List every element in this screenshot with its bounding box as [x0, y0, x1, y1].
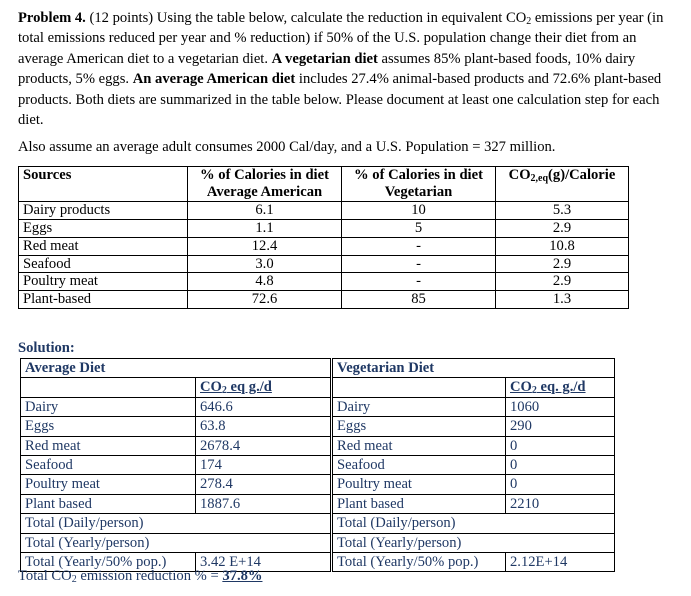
table-row: Total (Yearly/person): [21, 533, 331, 552]
average-diet-table: [20, 358, 331, 572]
table-row: Total (Yearly/50% pop.) 3.42 E+14: [21, 553, 331, 572]
avg-title: Average Diet: [21, 359, 331, 378]
table-row: Red meat 0: [333, 436, 615, 455]
table-row: Eggs 63.8: [21, 417, 331, 436]
diet-table: [18, 166, 629, 309]
problem-label: Problem 4.: [18, 10, 86, 26]
table-row: Dairy 1060: [333, 397, 615, 416]
table-row: Dairy products 6.1 10 5.3: [19, 201, 629, 219]
assumption-text: Also assume an average adult consumes 2000 Cal/day, and a U.S. Population = 327 million.: [18, 139, 556, 155]
table-row: Poultry meat 278.4: [21, 475, 331, 494]
table-row: Seafood 3.0 - 2.9: [19, 255, 629, 273]
table-row: Eggs 1.1 5 2.9: [19, 219, 629, 237]
col-veg: % of Calories in diet Vegetarian: [342, 167, 496, 202]
table-row: Plant-based 72.6 85 1.3: [19, 291, 629, 309]
table-row: Seafood 174: [21, 456, 331, 475]
col-sources: Sources: [19, 167, 188, 202]
table-row: Plant based 2210: [333, 494, 615, 513]
veg-col-header: $CO_2$ eq. g./d: [506, 378, 615, 397]
table-row: Plant based 1887.6: [21, 494, 331, 513]
table-row: Poultry meat 0: [333, 475, 615, 494]
table-row: Total (Yearly/person): [333, 533, 615, 552]
veg-title: Vegetarian Diet: [333, 359, 615, 378]
problem-statement: Problem 4. (12 points) Using the table below, calculate the reduction in equivalent $CO_2$ emissions per year (in total emissions reduced per year and % reduction) if 50% of the U.S. population change their diet from an average American diet to a vegetarian diet. A vegetarian diet assumes 85% plant-based foods, 10% dairy products, 5% eggs. An average American diet includes 27.4% animal-based products and 72.6% plant-based products. Both diets are summarized in the table below. Please document at least one calculation step for each diet.: [18, 10, 664, 129]
solution-label: Solution:: [18, 340, 75, 356]
table-row: Red meat 12.4 - 10.8: [19, 237, 629, 255]
table-row: Total (Daily/person): [333, 514, 615, 533]
col-avg: % of Calories in diet Average American: [188, 167, 342, 202]
table-row: Seafood 0: [333, 456, 615, 475]
table-row: Eggs 290: [333, 417, 615, 436]
reduction-value: 37.8%: [222, 568, 263, 584]
table-row: Poultry meat 4.8 - 2.9: [19, 273, 629, 291]
table-row: Dairy 646.6: [21, 397, 331, 416]
avg-col-header: $CO_2$ eq g./d: [196, 378, 331, 397]
reduction-summary: Total $CO_2$ emission reduction % = 37.8%: [18, 568, 263, 585]
col-co2: $CO_{2,eq}(g)$/Calorie: [496, 167, 629, 202]
vegetarian-diet-table: [332, 358, 615, 572]
table-row: Red meat 2678.4: [21, 436, 331, 455]
table-row: Total (Yearly/50% pop.) 2.12E+14: [333, 553, 615, 572]
table-row: Total (Daily/person): [21, 514, 331, 533]
